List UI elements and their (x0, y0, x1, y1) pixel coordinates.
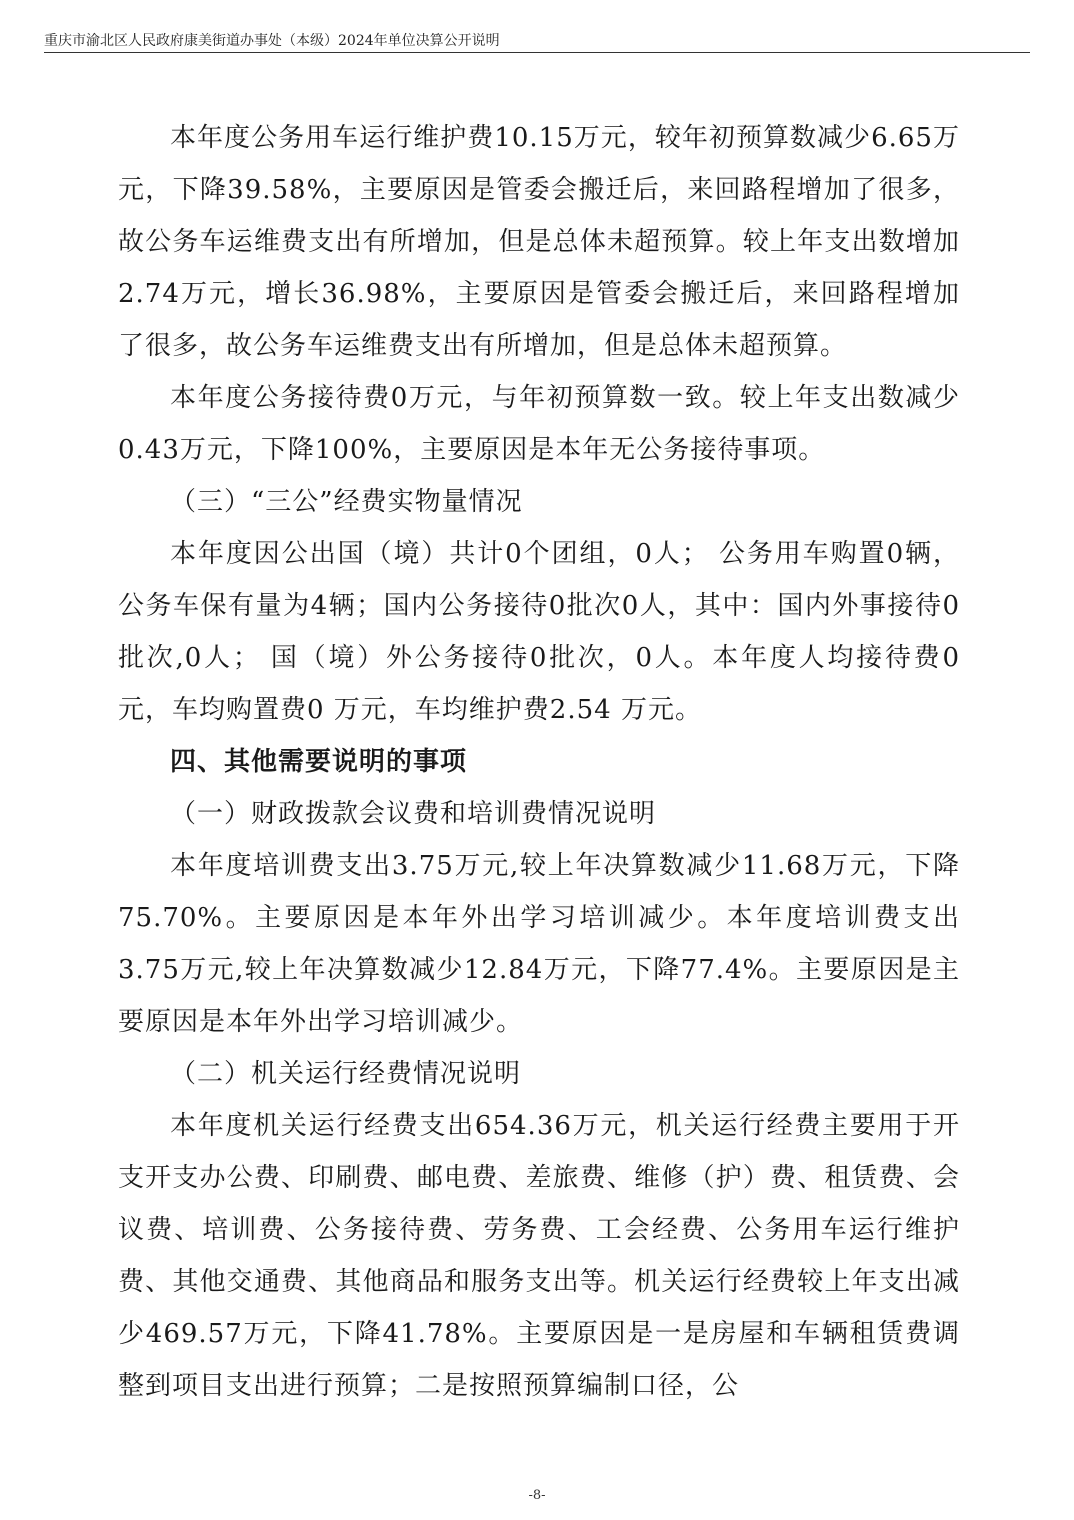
paragraph-operating-expenses: 本年度机关运行经费支出654.36万元，机关运行经费主要用于开支开支办公费、印刷费、邮电费、差旅费、维修（护）费、租赁费、会议费、培训费、公务接待费、劳务费、工会经费、公务用车运行维护费、其他交通费、其他商品和服务支出等。机关运行经费较上年支出减少469.57万元，下降41.78%。主要原因是一是房屋和车辆租赁费调整到项目支出进行预算；二是按照预算编制口径，公 (118, 1111, 960, 1401)
page-content (118, 112, 960, 1412)
paragraph-reception: 本年度公务接待费0万元，与年初预算数一致。较上年支出数减少0.43万元，下降100%，主要原因是本年无公务接待事项。 (118, 383, 960, 465)
subheading-operating-expenses: （二）机关运行经费情况说明 (170, 1059, 522, 1089)
page-number: -8- (528, 1488, 546, 1503)
paragraph-training: 本年度培训费支出3.75万元,较上年决算数减少11.68万元，下降75.70%。主要原因是本年外出学习培训减少。本年度培训费支出3.75万元,较上年决算数减少12.84万元，下降77.4%。主要原因是主要原因是本年外出学习培训减少。 (118, 851, 960, 1037)
subheading-physical-quantity: （三）“三公”经费实物量情况 (170, 487, 523, 517)
running-header: 重庆市渝北区人民政府康美街道办事处（本级）2024年单位决算公开说明 (44, 33, 500, 49)
header-divider (44, 52, 1030, 53)
section-heading-other-matters: 四、其他需要说明的事项 (170, 747, 468, 777)
subheading-meeting-training: （一）财政拨款会议费和培训费情况说明 (170, 799, 657, 829)
paragraph-vehicle-maintenance: 本年度公务用车运行维护费10.15万元，较年初预算数减少6.65万元，下降39.58%，主要原因是管委会搬迁后，来回路程增加了很多，故公务车运维费支出有所增加，但是总体未超预算。较上年支出数增加2.74万元，增长36.98%，主要原因是管委会搬迁后，来回路程增加了很多，故公务车运维费支出有所增加，但是总体未超预算。 (118, 123, 960, 361)
paragraph-physical-quantity: 本年度因公出国（境）共计0个团组，0人； 公务用车购置0辆，公务车保有量为4辆；国内公务接待0批次0人，其中：国内外事接待0批次,0人； 国（境）外公务接待0批次，0人。本年度人均接待费0元，车均购置费0 万元，车均维护费2.54 万元。 (118, 539, 960, 725)
